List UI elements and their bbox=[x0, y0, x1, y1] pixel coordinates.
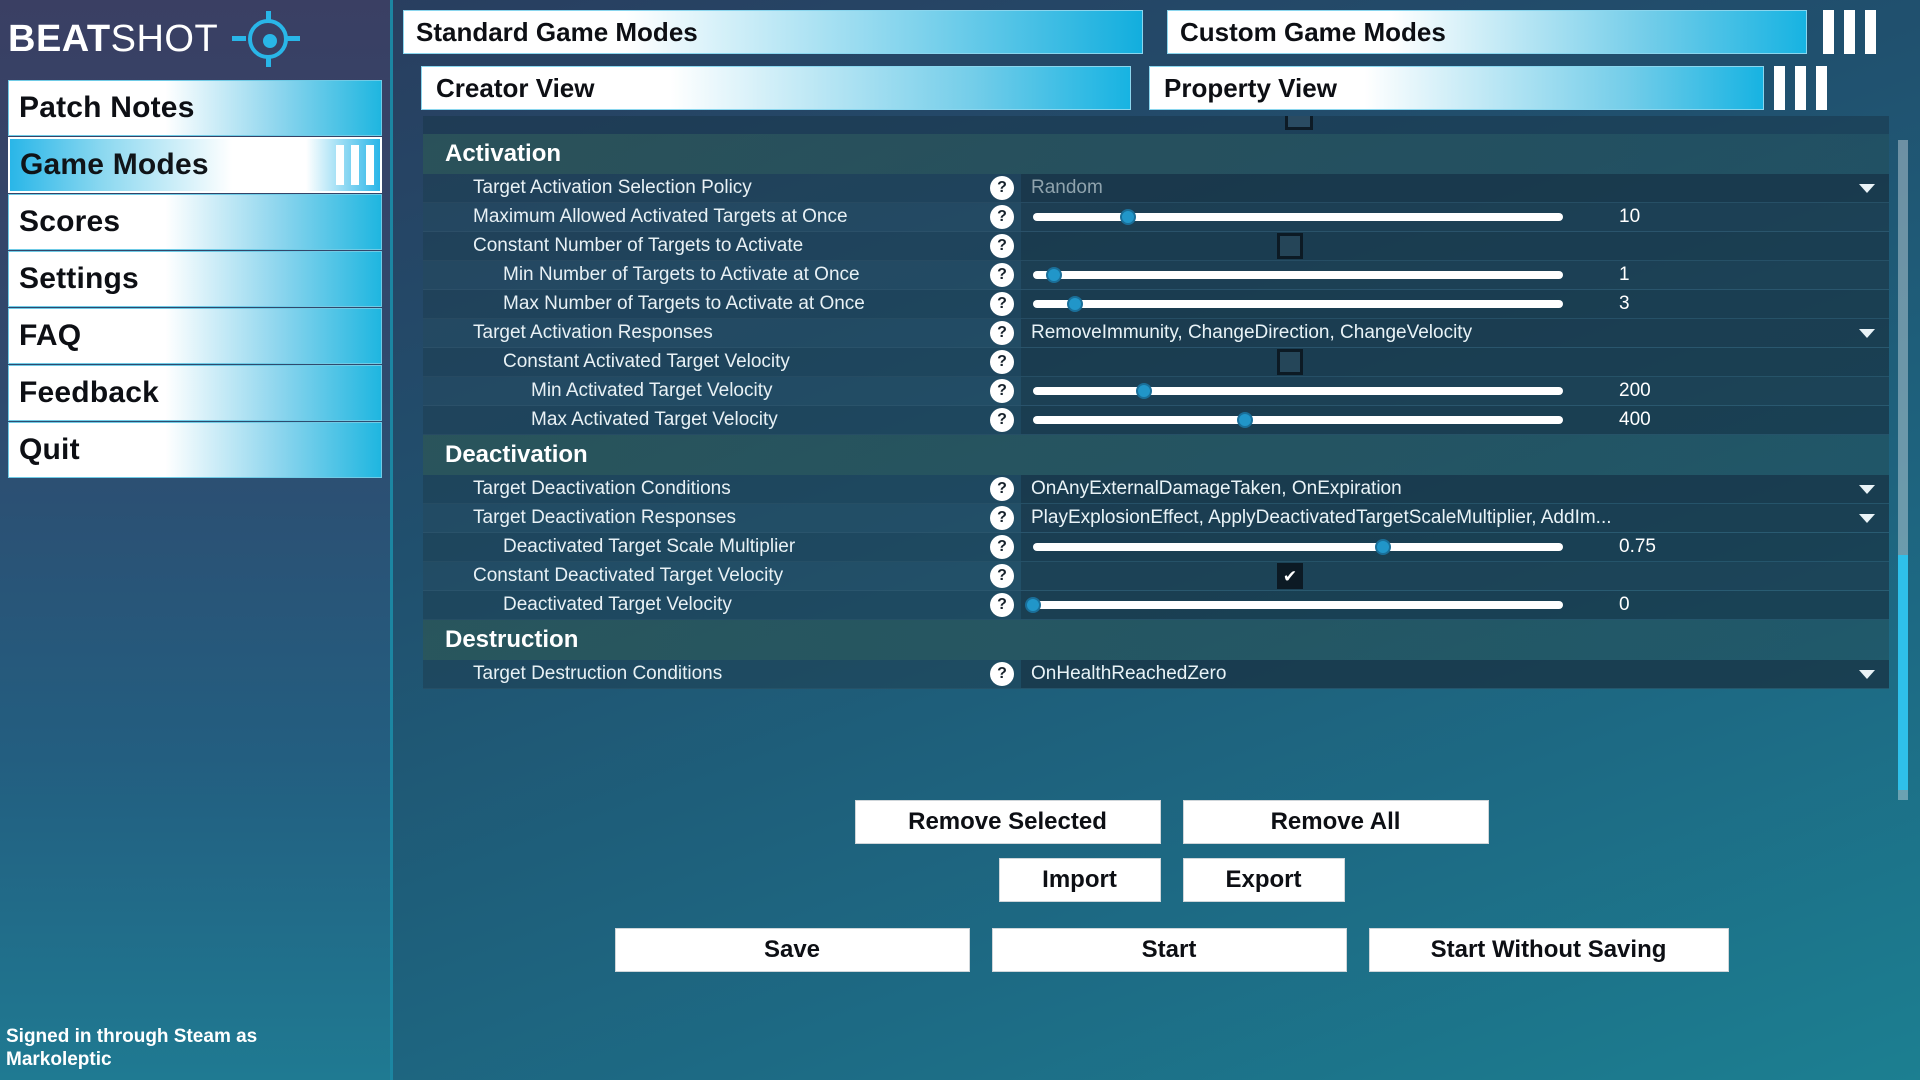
chevron-down-icon bbox=[1859, 485, 1875, 494]
sidebar-nav bbox=[0, 78, 390, 478]
tab-indicator-bars bbox=[1823, 10, 1876, 54]
save-button[interactable]: Save bbox=[615, 928, 970, 972]
row-label: Constant Activated Target Velocity bbox=[503, 351, 790, 372]
slider-max-number-of-targets-to-activate[interactable] bbox=[1033, 300, 1563, 308]
row-label: Target Deactivation Responses bbox=[473, 507, 736, 528]
remove-selected-button[interactable]: Remove Selected bbox=[855, 800, 1161, 844]
row-label: Deactivated Target Scale Multiplier bbox=[503, 536, 796, 557]
help-icon[interactable]: ? bbox=[983, 205, 1021, 229]
row-target-deactivation-responses bbox=[423, 504, 1889, 533]
row-label: Target Deactivation Conditions bbox=[473, 478, 731, 499]
row-target-deactivation-conditions bbox=[423, 475, 1889, 504]
checkbox-constant-deactivated-target-velocity[interactable] bbox=[1277, 563, 1303, 589]
row-label: Target Activation Responses bbox=[473, 322, 713, 343]
sidebar-item-label: Settings bbox=[19, 262, 139, 295]
row-target-activation-selection-policy bbox=[423, 174, 1889, 203]
active-indicator-bars bbox=[336, 145, 374, 185]
sidebar-item-settings[interactable] bbox=[8, 251, 382, 307]
dropdown-value: OnHealthReachedZero bbox=[1031, 663, 1227, 684]
row-label: Constant Number of Targets to Activate bbox=[473, 235, 804, 256]
tab-custom-game-modes[interactable] bbox=[1167, 10, 1807, 54]
row-min-activated-target-velocity bbox=[423, 377, 1889, 406]
row-max-number-of-targets-to-activate bbox=[423, 290, 1889, 319]
slider-value: 10 bbox=[1619, 206, 1641, 227]
help-icon[interactable]: ? bbox=[983, 234, 1021, 258]
game-mode-tabs bbox=[393, 0, 1920, 54]
import-button[interactable]: Import bbox=[999, 858, 1161, 902]
row-max-activated-target-velocity bbox=[423, 406, 1889, 435]
row-target-destruction-conditions bbox=[423, 660, 1889, 689]
signin-status bbox=[6, 1025, 336, 1073]
row-maximum-allowed-activated-targets bbox=[423, 203, 1889, 232]
logo-text bbox=[8, 18, 218, 61]
tab-property-view[interactable] bbox=[1149, 66, 1764, 110]
settings-scroll-area[interactable] bbox=[423, 116, 1889, 784]
row-deactivated-target-velocity bbox=[423, 591, 1889, 620]
sidebar-item-label: Scores bbox=[19, 205, 121, 238]
row-label: Target Destruction Conditions bbox=[473, 663, 723, 684]
scrollbar-thumb[interactable] bbox=[1898, 555, 1908, 790]
remove-all-button[interactable]: Remove All bbox=[1183, 800, 1489, 844]
view-tabs bbox=[393, 54, 1920, 110]
sidebar-item-feedback[interactable] bbox=[8, 365, 382, 421]
slider-value: 200 bbox=[1619, 380, 1651, 401]
slider-maximum-allowed-activated-targets[interactable] bbox=[1033, 213, 1563, 221]
dropdown-value: OnAnyExternalDamageTaken, OnExpiration bbox=[1031, 478, 1402, 499]
tab-label: Standard Game Modes bbox=[416, 16, 698, 47]
start-button[interactable]: Start bbox=[992, 928, 1347, 972]
main-content bbox=[393, 0, 1920, 1080]
help-icon[interactable]: ? bbox=[983, 408, 1021, 432]
sidebar-item-label: Patch Notes bbox=[19, 91, 195, 124]
partial-checkbox[interactable] bbox=[1285, 116, 1313, 130]
row-label: Min Activated Target Velocity bbox=[531, 380, 773, 401]
row-constant-activated-target-velocity bbox=[423, 348, 1889, 377]
slider-min-activated-target-velocity[interactable] bbox=[1033, 387, 1563, 395]
dropdown-target-activation-responses[interactable] bbox=[1021, 319, 1889, 347]
signin-line-2: Markoleptic bbox=[6, 1049, 112, 1071]
vertical-scrollbar[interactable] bbox=[1898, 140, 1908, 800]
row-label: Maximum Allowed Activated Targets at Once bbox=[473, 206, 848, 227]
tab-creator-view[interactable] bbox=[421, 66, 1131, 110]
slider-value: 3 bbox=[1619, 293, 1630, 314]
row-deactivated-target-scale-multiplier bbox=[423, 533, 1889, 562]
remove-buttons-row bbox=[423, 800, 1920, 844]
slider-min-number-of-targets-to-activate[interactable] bbox=[1033, 271, 1563, 279]
slider-max-activated-target-velocity[interactable] bbox=[1033, 416, 1563, 424]
sidebar-item-game-modes[interactable] bbox=[8, 137, 382, 193]
row-label: Max Activated Target Velocity bbox=[531, 409, 778, 430]
signin-line-1: Signed in through Steam as bbox=[6, 1025, 258, 1047]
help-icon[interactable]: ? bbox=[983, 350, 1021, 374]
tab-label: Creator View bbox=[436, 72, 595, 103]
help-icon[interactable]: ? bbox=[983, 477, 1021, 501]
chevron-down-icon bbox=[1859, 670, 1875, 679]
sidebar-item-label: Feedback bbox=[19, 376, 159, 409]
row-label: Deactivated Target Velocity bbox=[503, 594, 732, 615]
app-logo bbox=[0, 0, 390, 78]
sidebar-item-faq[interactable] bbox=[8, 308, 382, 364]
view-indicator-bars bbox=[1774, 66, 1827, 110]
dropdown-value: PlayExplosionEffect, ApplyDeactivatedTargetScaleMultiplier, AddIm... bbox=[1031, 507, 1612, 528]
dropdown-target-deactivation-responses[interactable] bbox=[1021, 504, 1889, 532]
help-icon[interactable]: ? bbox=[983, 176, 1021, 200]
dropdown-value: Random bbox=[1031, 177, 1103, 198]
start-without-saving-button[interactable]: Start Without Saving bbox=[1369, 928, 1729, 972]
help-icon[interactable]: ? bbox=[983, 263, 1021, 287]
help-icon[interactable]: ? bbox=[983, 506, 1021, 530]
partial-row-above bbox=[423, 116, 1889, 134]
dropdown-target-destruction-conditions[interactable] bbox=[1021, 660, 1889, 688]
checkbox-constant-activated-target-velocity[interactable] bbox=[1277, 349, 1303, 375]
checkbox-constant-number-of-targets-to-activate[interactable] bbox=[1277, 233, 1303, 259]
help-icon[interactable]: ? bbox=[983, 321, 1021, 345]
logo-text-bold: BEAT bbox=[8, 17, 111, 60]
crosshair-icon bbox=[232, 15, 302, 63]
row-label: Constant Deactivated Target Velocity bbox=[473, 565, 784, 586]
chevron-down-icon bbox=[1859, 184, 1875, 193]
sidebar-item-label: FAQ bbox=[19, 319, 82, 352]
section-header-destruction: Destruction bbox=[423, 620, 1889, 660]
sidebar-item-scores[interactable] bbox=[8, 194, 382, 250]
help-icon[interactable]: ? bbox=[983, 593, 1021, 617]
help-icon[interactable]: ? bbox=[983, 564, 1021, 588]
row-constant-deactivated-target-velocity bbox=[423, 562, 1889, 591]
slider-deactivated-target-velocity[interactable] bbox=[1033, 601, 1563, 609]
row-min-number-of-targets-to-activate bbox=[423, 261, 1889, 290]
section-header-deactivation: Deactivation bbox=[423, 435, 1889, 475]
sidebar bbox=[0, 0, 393, 1080]
row-constant-number-of-targets-to-activate bbox=[423, 232, 1889, 261]
row-label: Min Number of Targets to Activate at Once bbox=[503, 264, 860, 285]
slider-deactivated-target-scale-multiplier[interactable] bbox=[1033, 543, 1563, 551]
help-icon[interactable]: ? bbox=[983, 379, 1021, 403]
dropdown-target-deactivation-conditions[interactable] bbox=[1021, 475, 1889, 503]
row-target-activation-responses bbox=[423, 319, 1889, 348]
sidebar-item-label: Game Modes bbox=[20, 148, 209, 181]
logo-text-thin: SHOT bbox=[110, 17, 219, 60]
import-export-row bbox=[423, 858, 1920, 902]
row-label: Target Activation Selection Policy bbox=[473, 177, 752, 198]
slider-value: 0.75 bbox=[1619, 536, 1656, 557]
sidebar-item-patch-notes[interactable] bbox=[8, 80, 382, 136]
help-icon[interactable]: ? bbox=[983, 662, 1021, 686]
help-icon[interactable]: ? bbox=[983, 292, 1021, 316]
chevron-down-icon bbox=[1859, 329, 1875, 338]
tab-label: Property View bbox=[1164, 72, 1337, 103]
slider-value: 1 bbox=[1619, 264, 1630, 285]
sidebar-item-quit[interactable] bbox=[8, 422, 382, 478]
tab-standard-game-modes[interactable] bbox=[403, 10, 1143, 54]
row-label: Max Number of Targets to Activate at Once bbox=[503, 293, 865, 314]
help-icon[interactable]: ? bbox=[983, 535, 1021, 559]
chevron-down-icon bbox=[1859, 514, 1875, 523]
slider-value: 400 bbox=[1619, 409, 1651, 430]
slider-value: 0 bbox=[1619, 594, 1630, 615]
footer-buttons-row bbox=[423, 928, 1920, 972]
sidebar-item-label: Quit bbox=[19, 433, 80, 466]
dropdown-target-activation-selection-policy[interactable] bbox=[1021, 174, 1889, 202]
tab-label: Custom Game Modes bbox=[1180, 16, 1446, 47]
export-button[interactable]: Export bbox=[1183, 858, 1345, 902]
section-header-activation: Activation bbox=[423, 134, 1889, 174]
dropdown-value: RemoveImmunity, ChangeDirection, ChangeVelocity bbox=[1031, 322, 1473, 343]
